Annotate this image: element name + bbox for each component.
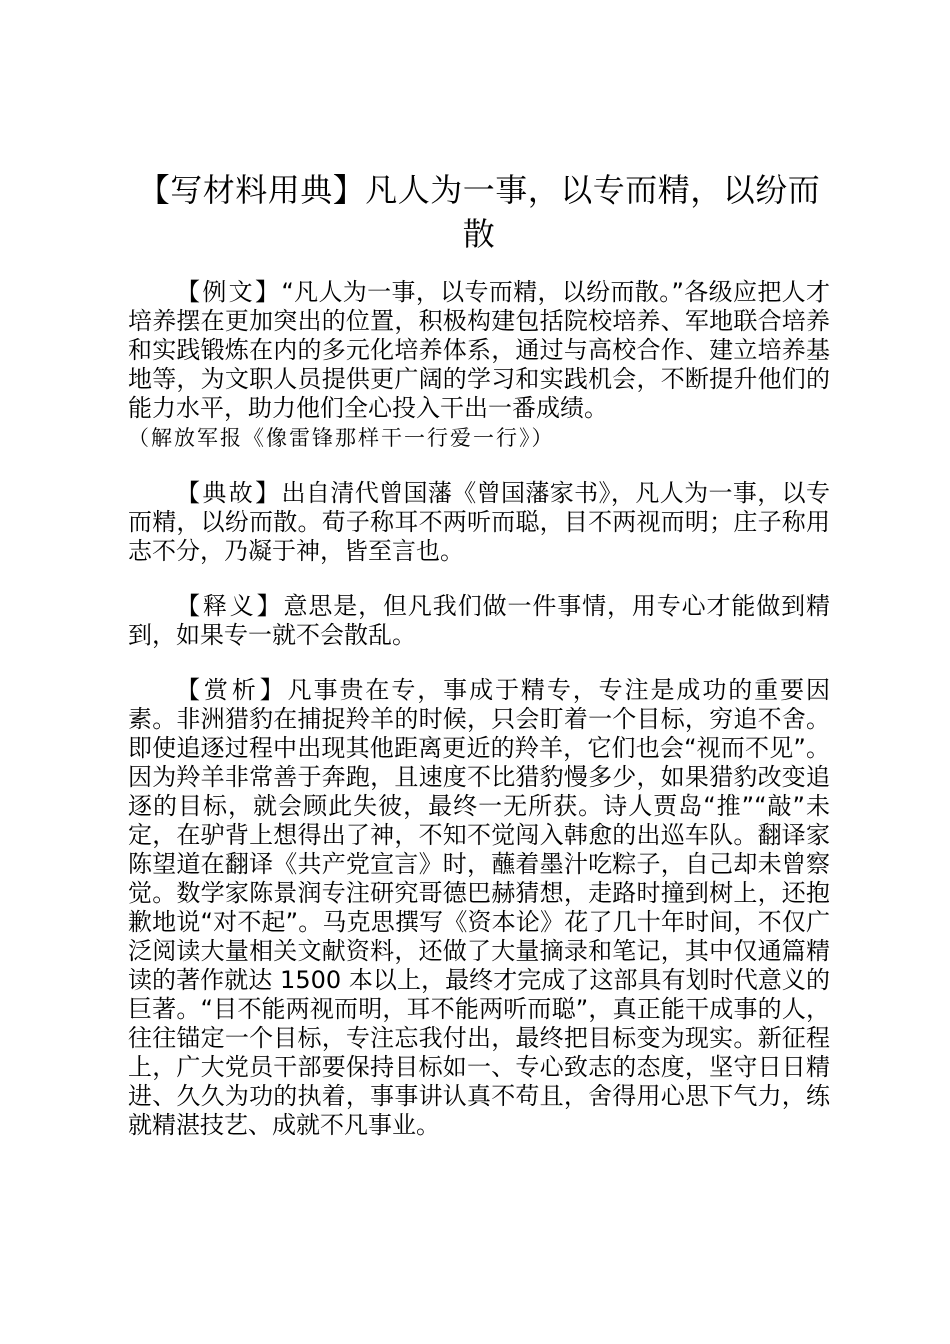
analysis-text: 凡事贵在专，事成于精专，专注是成功的重要因素。非洲猎豹在捕捉羚羊的时候，只会盯着一个目标，穷追不舍。即使追逐过程中出现其他距离更近的羚羊，它们也会“视而不见”。因为羚羊非常善于奔跑，且速度不比猎豹慢多少，如果猎豹改变追逐的目标，就会顾此失彼，最终一无所获。诗人贾岛“推”“敲”未定，在驴背上想得出了神，不知不觉闯入韩愈的出巡车队。翻译家陈望道在翻译《共产党宣言》时，蘸着墨汁吃粽子，自己却未曾察觉。数学家陈景润专注研究哥德巴赫猜想，走路时撞到树上，还抱歉地说“对不起”。马克思撰写《资本论》花了几十年时间，不仅广泛阅读大量相关文献资料，还做了大量摘录和笔记，其中仅通篇精读的著作就达 1500 本以上，最终才完成了这部具有划时代意义的巨著。“目不能两视而明，耳不能两听而聪”，真正能干成事的人，往往锚定一个目标，专注忘我付出，最终把目标变为现实。新征程上，广大党员干部要保持目标如一、专心致志的态度，坚守日日精进、久久为功的执着，事事讲认真不苟且，舍得用心思下气力，练就精湛技艺、成就不凡事业。: [128, 676, 831, 1139]
document-title: 【写材料用典】凡人为一事，以专而精，以纷而散: [137, 171, 821, 253]
meaning-text: 意思是，但凡我们做一件事情，用专心才能做到精到，如果专一就不会散乱。: [128, 592, 831, 649]
allusion-text: 出自清代曾国藩《曾国藩家书》，凡人为一事，以专而精，以纷而散。荀子称耳不两听而聪，目不两视而明；庄子称用志不分，乃凝于神，皆至言也。: [128, 479, 831, 565]
allusion-tag: 【典故】: [176, 479, 282, 507]
analysis-paragraph: [128, 676, 830, 1140]
meaning-tag: 【释义】: [176, 592, 284, 620]
meaning-paragraph: [128, 592, 830, 650]
example-tag: 【例文】: [176, 278, 282, 306]
example-paragraph: [128, 278, 830, 453]
example-source: （解放军报《像雷锋那样干一行爱一行》）: [128, 426, 555, 450]
analysis-tag: 【赏析】: [176, 676, 288, 704]
document-page: [128, 168, 830, 1166]
example-text: “凡人为一事，以专而精，以纷而散。”各级应把人才培养摆在更加突出的位置，积极构建包括院校培养、军地联合培养和实践锻炼在内的多元化培养体系，通过与高校合作、建立培养基地等，为文职人员提供更广阔的学习和实践机会，不断提升他们的能力水平，助力他们全心投入干出一番成绩。: [128, 278, 830, 422]
allusion-paragraph: [128, 479, 830, 566]
